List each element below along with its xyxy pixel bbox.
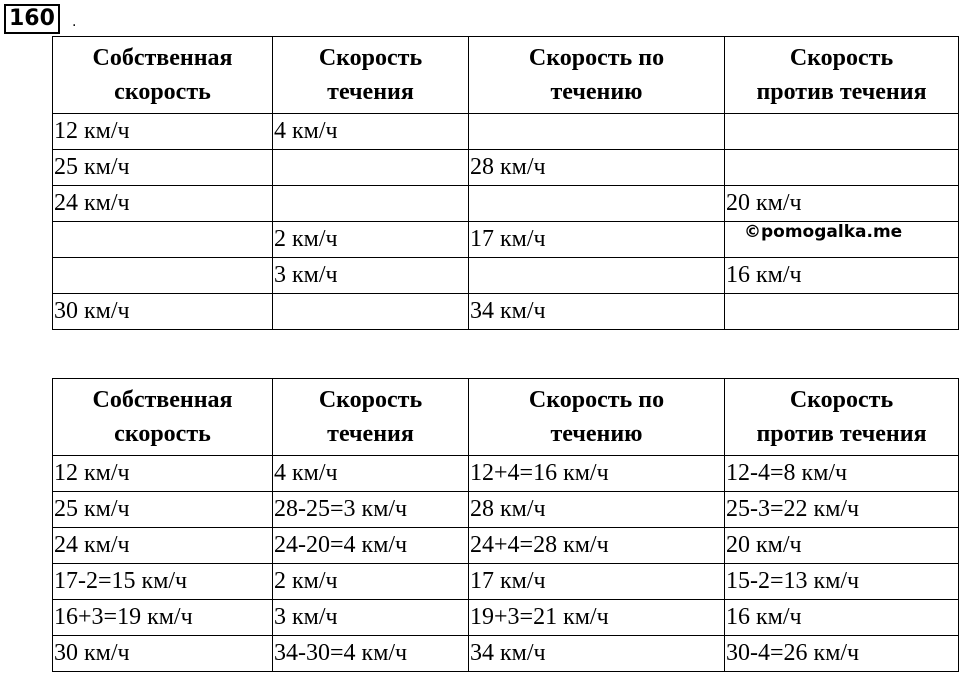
table-cell bbox=[469, 258, 725, 294]
header-upstream-speed: Скорость против течения bbox=[725, 37, 959, 114]
table-cell bbox=[725, 294, 959, 330]
corner-mark: . bbox=[72, 14, 77, 30]
table-cell: 17 км/ч bbox=[469, 564, 725, 600]
table-cell: 16 км/ч bbox=[725, 600, 959, 636]
table-cell: 30 км/ч bbox=[53, 636, 273, 672]
header-own-speed: Собственная скорость bbox=[53, 37, 273, 114]
table-cell: 2 км/ч bbox=[273, 564, 469, 600]
table-row bbox=[53, 294, 959, 330]
table-cell: 34-30=4 км/ч bbox=[273, 636, 469, 672]
table-row bbox=[53, 456, 959, 492]
table-cell: 3 км/ч bbox=[273, 600, 469, 636]
table-cell: 20 км/ч bbox=[725, 186, 959, 222]
table-row bbox=[53, 150, 959, 186]
table-cell: 15-2=13 км/ч bbox=[725, 564, 959, 600]
table-cell: 30-4=26 км/ч bbox=[725, 636, 959, 672]
table-cell: 24 км/ч bbox=[53, 528, 273, 564]
table-cell: 17-2=15 км/ч bbox=[53, 564, 273, 600]
table-cell bbox=[273, 150, 469, 186]
table-row bbox=[53, 258, 959, 294]
table-cell: 12+4=16 км/ч bbox=[469, 456, 725, 492]
header-current-speed: Скорость течения bbox=[273, 379, 469, 456]
table-cell bbox=[273, 186, 469, 222]
table-cell bbox=[53, 258, 273, 294]
table-row bbox=[53, 564, 959, 600]
watermark: ©pomogalka.me bbox=[744, 222, 903, 242]
table-row bbox=[53, 600, 959, 636]
table-cell: 34 км/ч bbox=[469, 294, 725, 330]
table-cell: 19+3=21 км/ч bbox=[469, 600, 725, 636]
header-row bbox=[53, 379, 959, 456]
header-row bbox=[53, 37, 959, 114]
table-cell: 28 км/ч bbox=[469, 150, 725, 186]
speed-table-solution bbox=[52, 378, 959, 672]
table-cell: 12 км/ч bbox=[53, 114, 273, 150]
table-cell: 24+4=28 км/ч bbox=[469, 528, 725, 564]
table-row bbox=[53, 636, 959, 672]
table-cell: 4 км/ч bbox=[273, 114, 469, 150]
table-cell bbox=[273, 294, 469, 330]
table-cell: 17 км/ч bbox=[469, 222, 725, 258]
table-cell: 12 км/ч bbox=[53, 456, 273, 492]
table-cell bbox=[53, 222, 273, 258]
table-row bbox=[53, 528, 959, 564]
table-cell bbox=[469, 114, 725, 150]
table-cell: 4 км/ч bbox=[273, 456, 469, 492]
table-cell: 25 км/ч bbox=[53, 150, 273, 186]
table-cell: 30 км/ч bbox=[53, 294, 273, 330]
table-row bbox=[53, 492, 959, 528]
table-cell: 24 км/ч bbox=[53, 186, 273, 222]
table-cell bbox=[469, 186, 725, 222]
table-cell: 12-4=8 км/ч bbox=[725, 456, 959, 492]
table-cell: 28 км/ч bbox=[469, 492, 725, 528]
table-cell: 16 км/ч bbox=[725, 258, 959, 294]
table-cell: 25-3=22 км/ч bbox=[725, 492, 959, 528]
table-cell: 2 км/ч bbox=[273, 222, 469, 258]
table-cell: 25 км/ч bbox=[53, 492, 273, 528]
table-cell: 3 км/ч bbox=[273, 258, 469, 294]
header-current-speed: Скорость течения bbox=[273, 37, 469, 114]
table-row bbox=[53, 186, 959, 222]
header-own-speed: Собственная скорость bbox=[53, 379, 273, 456]
table-cell: 20 км/ч bbox=[725, 528, 959, 564]
table-cell bbox=[725, 150, 959, 186]
table-row bbox=[53, 114, 959, 150]
table-cell: 28-25=3 км/ч bbox=[273, 492, 469, 528]
task-number-badge: 160 bbox=[4, 4, 60, 34]
table-cell: 24-20=4 км/ч bbox=[273, 528, 469, 564]
speed-table-problem bbox=[52, 36, 959, 330]
table-cell: 16+3=19 км/ч bbox=[53, 600, 273, 636]
table-cell: 34 км/ч bbox=[469, 636, 725, 672]
table-cell bbox=[725, 114, 959, 150]
header-downstream-speed: Скорость по течению bbox=[469, 379, 725, 456]
header-downstream-speed: Скорость по течению bbox=[469, 37, 725, 114]
header-upstream-speed: Скорость против течения bbox=[725, 379, 959, 456]
